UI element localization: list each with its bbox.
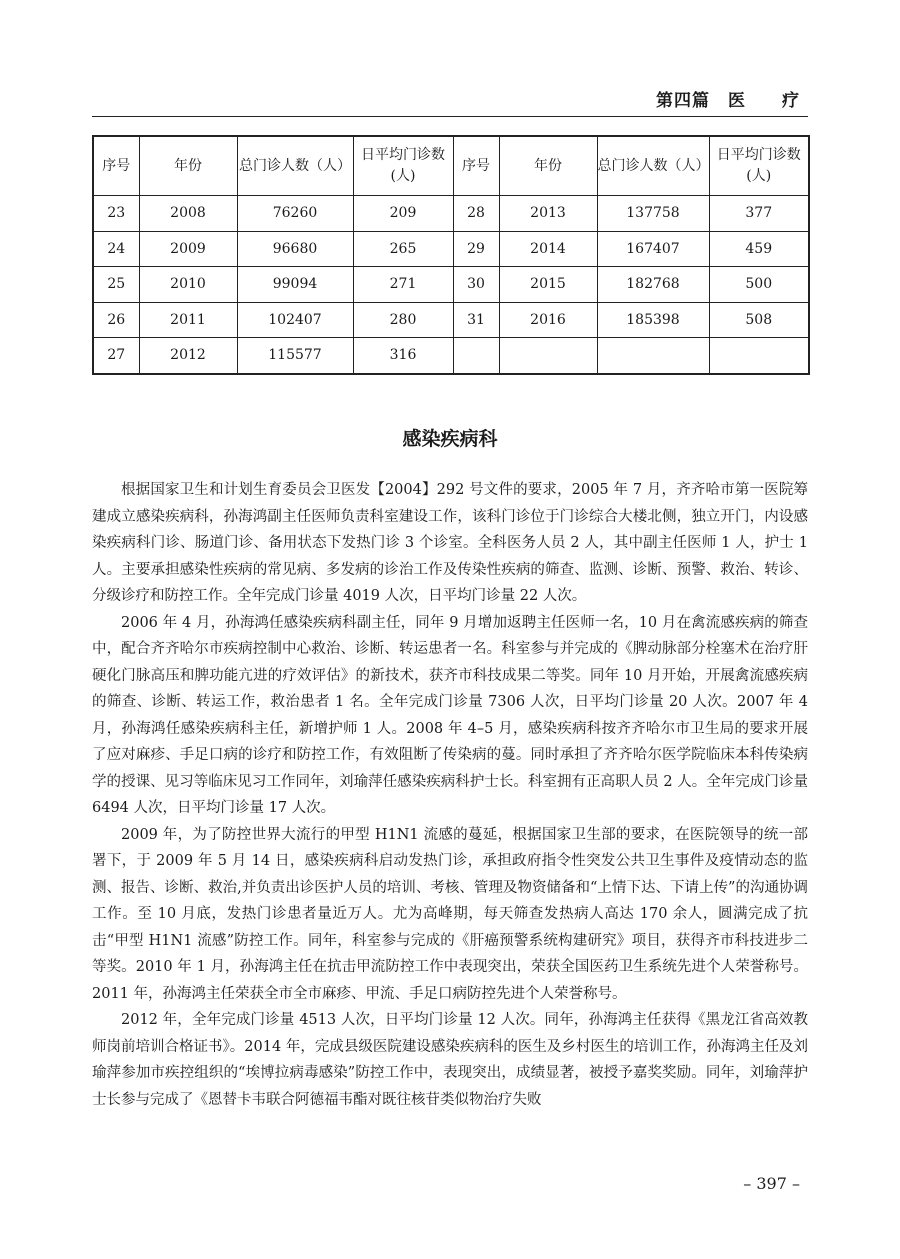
cell-year: 2016: [499, 302, 597, 338]
cell-total: 99094: [237, 267, 353, 303]
page-number: – 397 –: [743, 1174, 800, 1193]
table-header-row: [93, 136, 809, 196]
paragraph: 2012 年，全年完成门诊量 4513 人次，日平均门诊量 12 人次。同年，孙海鸿主任获得《黑龙江省高效教师岗前培训合格证书》。2014 年，完成县级医院建设感染疾病科的医生及乡村医生的培训工作，孙海鸿主任及刘瑜萍参加市疾控组织的“埃博拉病毒感染”防控工作中，表现突出，成绩显著，被授予嘉奖奖励。同年，刘瑜萍护士长参与完成了《恩替卡韦联合阿德福韦酯对既往核苷类似物治疗失败: [92, 1012, 808, 1108]
cell-index: 28: [453, 196, 499, 232]
running-head-title-1: 医: [728, 91, 746, 111]
running-head-title-2: 疗: [782, 91, 800, 111]
header-year: 年份: [499, 136, 597, 196]
cell-year: 2014: [499, 231, 597, 267]
cell-index: 31: [453, 302, 499, 338]
table-row: [93, 267, 809, 303]
paragraph: 2009 年，为了防控世界大流行的甲型 H1N1 流感的蔓延，根据国家卫生部的要求，在医院领导的统一部署下，于 2009 年 5 月 14 日，感染疾病科启动发热门诊，承担政府指令性突发公共卫生事件及疫情动态的监测、报告、诊断、救治,并负责出诊医护人员的培训、考核、管理及物资储备和“上情下达、下请上传”的沟通协调工作。至 10 月底，发热门诊患者量近万人。尤为高峰期，每天筛查发热病人高达 170 余人，圆满完成了抗击“甲型 H1N1 流感”防控工作。同年，科室参与完成的《肝癌预警系统构建研究》项目，获得齐市科技进步二等奖。2010 年 1 月，孙海鸿主任在抗击甲流防控工作中表现突出，荣获全国医药卫生系统先进个人荣誉称号。2011 年，孙海鸿主任荣获全市全市麻疹、甲流、手足口病防控先进个人荣誉称号。: [92, 826, 808, 1002]
paragraph: 根据国家卫生和计划生育委员会卫医发【2004】292 号文件的要求，2005 年 7 月，齐齐哈市第一医院筹建成立感染疾病科，孙海鸿副主任医师负责科室建设工作，该科门诊位于门诊综合大楼北侧，独立开门，内设感染疾病科门诊、肠道门诊、备用状态下发热门诊 3 个诊室。全科医务人员 2 人，其中副主任医师 1 人，护士 1 人。主要承担感染性疾病的常见病、多发病的诊治工作及传染性疾病的筛查、监测、诊断、预警、救治、转诊、分级诊疗和防控工作。全年完成门诊量 4019 人次，日平均门诊量 22 人次。: [92, 482, 808, 604]
header-year: 年份: [139, 136, 237, 196]
cell-year: 2012: [139, 338, 237, 374]
cell-year: 2013: [499, 196, 597, 232]
header-total: 总门诊人数（人）: [597, 136, 709, 196]
header-index: 序号: [453, 136, 499, 196]
cell-daily: 377: [709, 196, 809, 232]
cell-total: 167407: [597, 231, 709, 267]
cell-empty: [597, 338, 709, 374]
cell-daily: 316: [353, 338, 453, 374]
paragraph: 2006 年 4 月，孙海鸿任感染疾病科副主任，同年 9 月增加返聘主任医师一名，10 月在禽流感疾病的筛查中，配合齐齐哈尔市疾病控制中心救治、诊断、转运患者一名。科室参与并完成的《脾动脉部分栓塞术在治疗肝硬化门脉高压和脾功能亢进的疗效评估》的新技术，获齐市科技成果二等奖。同年 10 月开始，开展禽流感疾病的筛查、诊断、转运工作，救治患者 1 名。全年完成门诊量 7306 人次，日平均门诊量 20 人次。2007 年 4 月，孙海鸿任感染疾病科主任，新增护师 1 人。2008 年 4–5 月，感染疾病科按齐齐哈尔市卫生局的要求开展了应对麻疹、手足口病的诊疗和防控工作，有效阻断了传染病的蔓。同时承担了齐齐哈尔医学院临床本科传染病学的授课、见习等临床见习工作同年，刘瑜萍任感染疾病科护士长。科室拥有正高职人员 2 人。全年完成门诊量 6494 人次，日平均门诊量 17 人次。: [92, 614, 808, 816]
cell-index: 23: [93, 196, 139, 232]
cell-empty: [499, 338, 597, 374]
cell-index: 29: [453, 231, 499, 267]
cell-daily: 265: [353, 231, 453, 267]
cell-index: 30: [453, 267, 499, 303]
cell-daily: 459: [709, 231, 809, 267]
cell-daily: 508: [709, 302, 809, 338]
cell-total: 182768: [597, 267, 709, 303]
cell-year: 2008: [139, 196, 237, 232]
cell-year: 2015: [499, 267, 597, 303]
cell-index: 25: [93, 267, 139, 303]
cell-index: 26: [93, 302, 139, 338]
cell-total: 96680: [237, 231, 353, 267]
header-daily: 日平均门诊数(人): [709, 136, 809, 196]
cell-daily: 271: [353, 267, 453, 303]
table-row: [93, 338, 809, 374]
cell-total: 76260: [237, 196, 353, 232]
header-daily: 日平均门诊数(人): [353, 136, 453, 196]
running-head: [656, 86, 800, 111]
header-total: 总门诊人数（人）: [237, 136, 353, 196]
cell-year: 2011: [139, 302, 237, 338]
cell-total: 137758: [597, 196, 709, 232]
cell-year: 2009: [139, 231, 237, 267]
cell-index: 24: [93, 231, 139, 267]
header-rule: [92, 116, 808, 117]
cell-empty: [709, 338, 809, 374]
cell-daily: 500: [709, 267, 809, 303]
running-head-part: 第四篇: [656, 91, 710, 111]
cell-total: 115577: [237, 338, 353, 374]
table-row: [93, 196, 809, 232]
cell-total: 185398: [597, 302, 709, 338]
cell-index: 27: [93, 338, 139, 374]
cell-empty: [453, 338, 499, 374]
table-row: [93, 231, 809, 267]
cell-daily: 280: [353, 302, 453, 338]
cell-daily: 209: [353, 196, 453, 232]
outpatient-stats-table: [92, 135, 810, 375]
section-title: 感染疾病科: [402, 428, 498, 450]
header-index: 序号: [93, 136, 139, 196]
table-row: [93, 302, 809, 338]
cell-year: 2010: [139, 267, 237, 303]
cell-total: 102407: [237, 302, 353, 338]
body-text: [92, 477, 808, 1113]
